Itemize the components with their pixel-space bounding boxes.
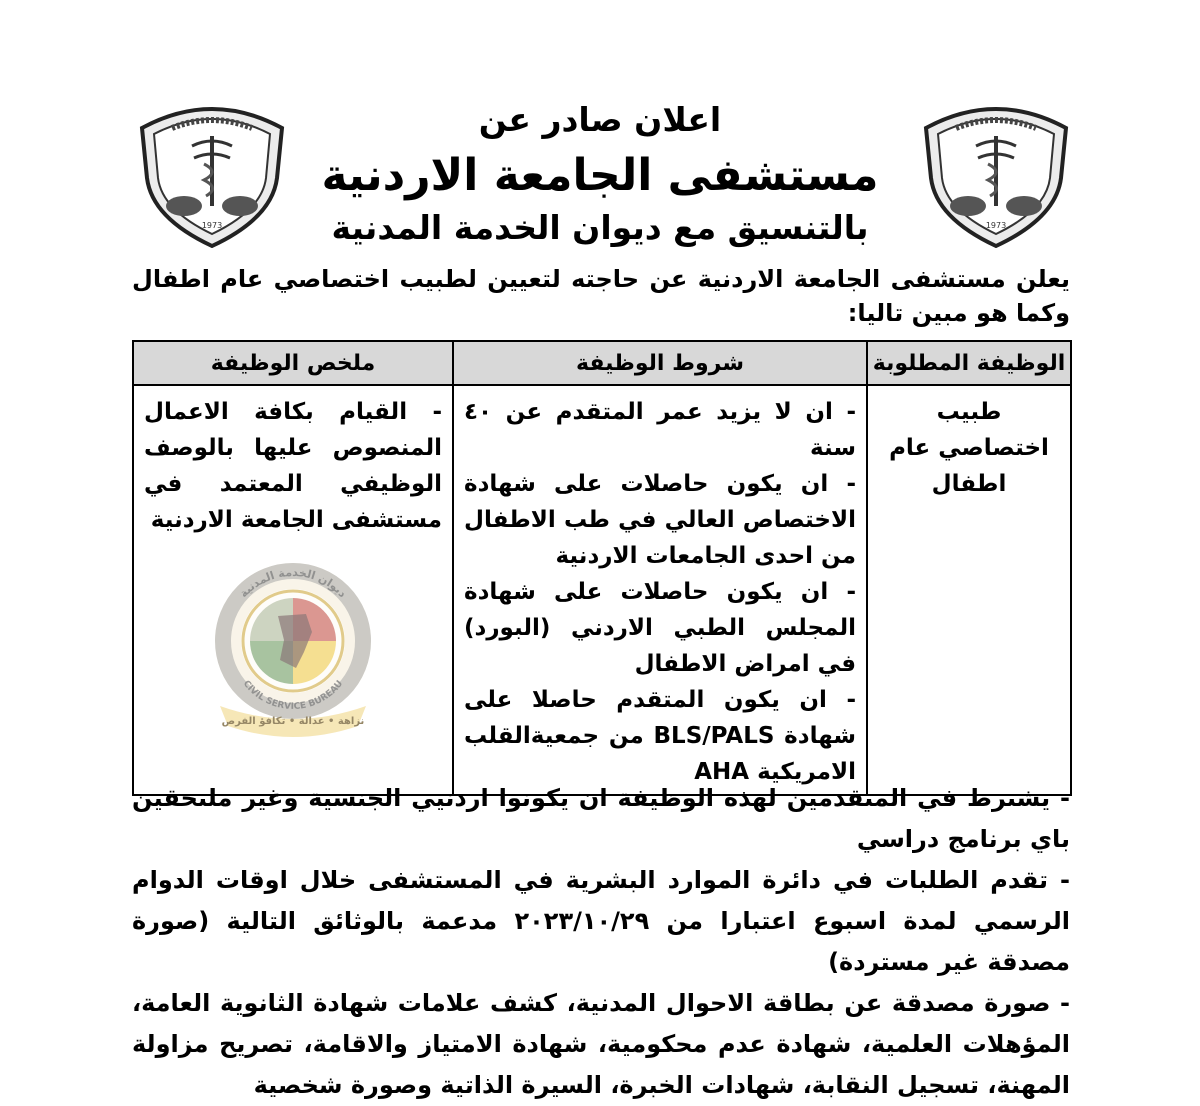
header-coordination: بالتنسيق مع ديوان الخدمة المدنية [331,208,869,247]
header-hospital-name: مستشفى الجامعة الاردنية [321,150,879,201]
job-conditions-cell [453,385,867,795]
svg-text:1973: 1973 [201,221,223,230]
condition-item: - ان يكون المتقدم حاصلا على شهادة BLS/PALS من جمعيةالقلب الامريكية AHA [464,687,857,785]
table-row [133,385,1071,795]
header-issued-by: اعلان صادر عن [478,100,722,139]
condition-item: - ان يكون حاصلات على شهادة الاختصاص العالي في طب الاطفال من احدى الجامعات الاردنية [464,471,856,569]
job-summary-cell [133,385,453,795]
job-table [132,340,1072,796]
header-job-conditions: شروط الوظيفة [453,341,867,385]
civil-service-bureau-watermark [208,556,378,738]
note-item: - صورة مصدقة عن بطاقة الاحوال المدنية، كشف علامات شهادة الثانوية العامة، المؤهلات العلمية، شهادة عدم محكومية، شهادة الامتياز والاقامة، تصريح مزاولة المهنة، تسجيل النقابة، شهادات الخبرة، السيرة الذاتية وصورة شخصية [132,989,1070,1099]
note-item: - يشترط في المتقدمين لهذه الوظيفة ان يكونوا اردنيي الجنسية وغير ملتحقين باي برنامج دراسي [132,784,1070,853]
svg-text:CIVIL SERVICE BUREAU: CIVIL SERVICE BUREAU [240,678,346,713]
job-title-cell: طبيب اختصاصي عام اطفال [867,385,1071,795]
svg-text:ديوان الخدمة المدنية: ديوان الخدمة المدنية [236,565,350,601]
job-summary-text: - القيام بكافة الاعمال المنصوص عليها بالوصف الوظيفي المعتمد في مستشفى الجامعة الاردنية [144,399,442,533]
note-item: - تقدم الطلبات في دائرة الموارد البشرية في المستشفى خلال اوقات الدوام الرسمي لمدة اسبوع اعتبارا من ٢٠٢٣/١٠/٢٩ مدعمة بالوثائق التالية (صورة مصدقة غير مستردة) [132,866,1071,976]
condition-item: - ان لا يزيد عمر المتقدم عن ٤٠ سنة [464,399,856,461]
svg-text:نزاهة • عدالة • تكافؤ الفرص: نزاهة • عدالة • تكافؤ الفرص [221,716,365,727]
header-required-job: الوظيفة المطلوبة [867,341,1071,385]
notes-section [132,778,1070,1106]
header-job-summary: ملخص الوظيفة [133,341,453,385]
svg-text:1973: 1973 [985,221,1007,230]
intro-paragraph: يعلن مستشفى الجامعة الاردنية عن حاجته لتعيين لطبيب اختصاصي عام اطفال وكما هو مبين تاليا: [132,265,1070,327]
condition-item: - ان يكون حاصلات على شهادة المجلس الطبي الاردني (البورد) في امراض الاطفال [464,579,856,677]
table-header-row [133,341,1071,385]
